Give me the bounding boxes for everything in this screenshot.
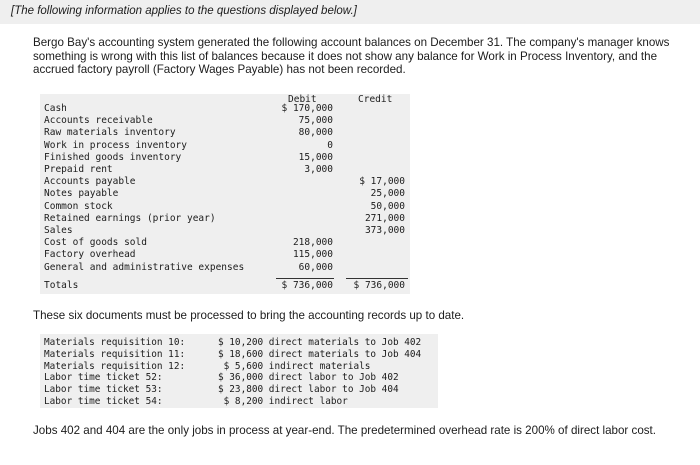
tb-name-cell: Retained earnings (prior year) <box>44 212 216 224</box>
tb-credit-cell: 271,000 <box>364 212 405 224</box>
tb-debit-cell: 115,000 <box>292 249 333 261</box>
document-label: Materials requisition 12: <box>44 360 186 372</box>
tb-debit-cell: 80,000 <box>298 127 333 139</box>
tb-name-cell: Accounts receivable <box>44 115 153 127</box>
document-row <box>40 372 438 384</box>
tb-row <box>40 262 410 274</box>
documents-list <box>40 334 438 408</box>
tb-row <box>40 115 410 127</box>
credit-total-rule <box>346 278 408 279</box>
document-label: Labor time ticket 54: <box>44 396 163 407</box>
document-desc: $ 5,600 indirect materials <box>218 360 371 372</box>
tb-debit-cell: 75,000 <box>298 115 333 127</box>
tb-debit-cell: 0 <box>327 139 333 151</box>
tb-name-cell: Sales <box>44 225 73 236</box>
tb-row <box>40 152 410 164</box>
tb-credit-cell: 373,000 <box>364 225 405 236</box>
tb-row <box>40 176 410 188</box>
document-desc: $ 36,000 direct labor to Job 402 <box>218 372 399 384</box>
tb-name-cell: Work in process inventory <box>44 139 187 151</box>
document-label: Materials requisition 10: <box>44 337 186 348</box>
document-row <box>40 396 438 408</box>
tb-name-cell: Prepaid rent <box>44 164 113 175</box>
documents-intro: These six documents must be processed to bring the accounting records up to date. <box>33 309 465 322</box>
tb-row <box>40 237 410 249</box>
tb-name-cell: Raw materials inventory <box>44 127 176 139</box>
header-note: [The following information applies to the questions displayed below.] <box>11 5 357 17</box>
credit-header: Credit <box>358 94 393 105</box>
document-desc: $ 23,800 direct labor to Job 404 <box>218 384 399 396</box>
debit-total-rule <box>276 278 334 279</box>
tb-name-cell: Cash <box>44 103 67 114</box>
header-strip <box>0 0 700 24</box>
tb-name-cell: Finished goods inventory <box>44 151 182 163</box>
tb-name-cell: Cost of goods sold <box>44 237 147 249</box>
closing-note: Jobs 402 and 404 are the only jobs in process at year-end. The predetermined overhead rate is 200% of direct labor cost. <box>33 424 656 437</box>
debit-header: Debit <box>288 94 317 105</box>
document-label: Labor time ticket 53: <box>44 384 163 396</box>
tb-row <box>40 213 410 225</box>
tb-row <box>40 249 410 261</box>
tb-row <box>40 103 410 115</box>
tb-row <box>40 164 410 176</box>
document-label: Labor time ticket 52: <box>44 372 163 384</box>
document-desc: $ 10,200 direct materials to Job 402 <box>218 337 422 348</box>
tb-name-cell: General and administrative expenses <box>44 261 245 273</box>
tb-name-cell: Factory overhead <box>44 249 136 261</box>
tb-name-cell: Accounts payable <box>44 176 136 188</box>
tb-credit-cell: 25,000 <box>370 188 405 200</box>
tb-debit-cell: 218,000 <box>292 237 333 249</box>
document-desc: $ 18,600 direct materials to Job 404 <box>218 348 422 360</box>
intro-paragraph: Bergo Bay's accounting system generated the following account balances on December 31. The company's manager knows something is wrong with this list of balances because it does not show any balance for Work in Process Inventory, and the accrued factory payroll (Factory Wages Payable) has not been recorded. <box>33 36 670 76</box>
trial-balance-table <box>40 94 410 294</box>
tb-debit-cell: 15,000 <box>298 151 333 163</box>
tb-credit-cell: 50,000 <box>370 200 405 212</box>
document-row <box>40 337 438 349</box>
tb-debit-cell: 3,000 <box>304 164 333 175</box>
tb-name-cell: Common stock <box>44 200 113 212</box>
tb-debit-cell: $ 170,000 <box>281 103 333 114</box>
tb-row <box>40 127 410 139</box>
tb-debit-cell: $ 736,000 <box>281 279 333 291</box>
tb-row <box>40 225 410 237</box>
document-row <box>40 361 438 373</box>
tb-credit-cell: $ 736,000 <box>353 279 405 291</box>
tb-name-cell: Notes payable <box>44 188 119 200</box>
document-desc: $ 8,200 indirect labor <box>218 396 348 407</box>
tb-row <box>40 140 410 152</box>
document-label: Materials requisition 11: <box>44 348 186 360</box>
document-row <box>40 349 438 361</box>
tb-debit-cell: 60,000 <box>298 261 333 273</box>
document-row <box>40 384 438 396</box>
tb-row <box>40 201 410 213</box>
tb-row <box>40 280 410 292</box>
tb-row <box>40 188 410 200</box>
tb-credit-cell: $ 17,000 <box>359 176 405 188</box>
tb-name-cell: Totals <box>44 279 79 291</box>
